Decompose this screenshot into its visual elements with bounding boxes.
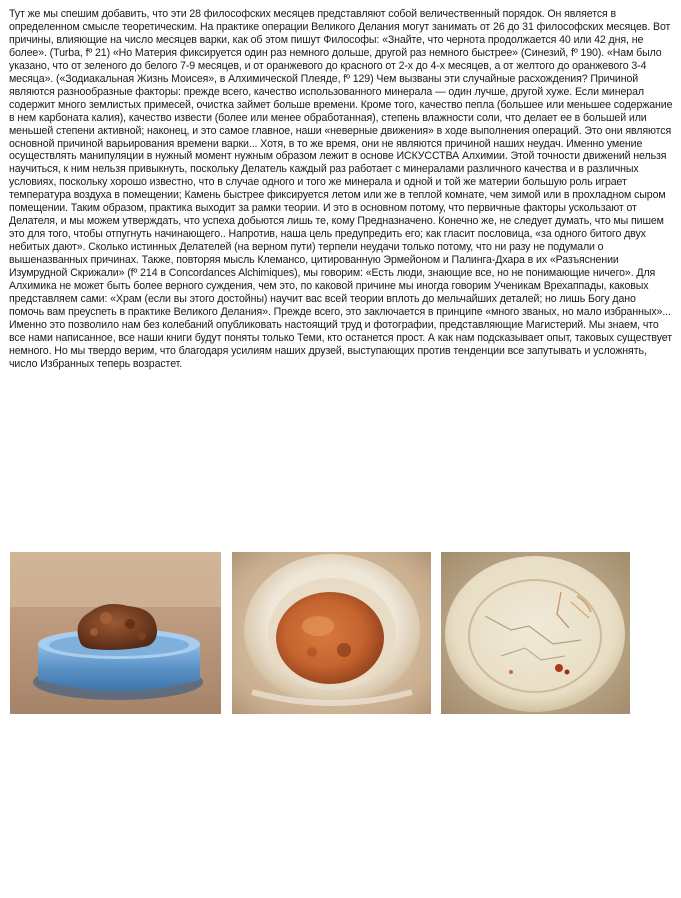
photo-cracked-white-bowl-image [441,552,630,714]
photo-cracked-white-bowl [441,552,630,714]
body-text [9,8,673,371]
photo-orange-residue-in-jar-image [232,552,431,714]
paragraph: Тут же мы спешим добавить, что эти 28 философских месяцев представляют собой величественный порядок. Он является в определенном смысле теоретическим. На практике операции Великого Делания могут занимать от 26 до 31 философских месяцев. Вот причины, влияющие на число месяцев варки, как об этом пишут Философы: «Знайте, что чернота продолжается 40 или 42 дня, не более». (Turba, fº 21) «Но Материя фиксируется один раз немного дольше, другой раз немного быстрее» (Синезий, fº 190). «Нам было указано, что от зеленого до белого 7-9 месяцев, и от оранжевого до красного от 2-х до 4-х месяцев, а от желтого до оранжевого 3-4 месяца». («Зодиакальная Жизнь Моисея», в Алхимической Плеяде, fº 129) Чем вызваны эти случайные расхождения? Причиной являются разнообразные факторы: прежде всего, качество использованного минерала — один лучше, другой хуже. Если минерал содержит много землистых примесей, очистка займет больше времени. Кроме того, качество пепла (большее или меньшее содержание в нем карбоната калия), качество извести (более или менее обработанная), степень влажности соли, что делает ее в большей или меньшей степени активной; наконец, и это самое главное, наши «неверные движения» в ходе выполнения операций. Это они являются основной причиной варьирования времени варки... Хотя, в то же время, они не являются причиной наших неудач. Именно умение осуществлять манипуляции в нужный момент нужным образом лежит в основе ИСКУССТВА Алхимии. Этой точности движений нельзя научиться, к ним нельзя привыкнуть, поскольку Делатель каждый раз работает с минералами различного качества и в различных условиях, поскольку хорошо известно, что в случае одного и того же минерала и одной и той же материи большую роль играет температура воздуха в помещении; Камень быстрее фиксируется летом или же в теплой комнате, чем зимой или в прохладном сыром помещении. Таким образом, практика выходит за рамки теории. И это в основном потому, что первичные факторы ускользают от Делателя, и мы можем утверждать, что успеха добьются лишь те, кому Предназначено. Конечно же, не следует думать, что мы пишем это для того, чтобы отпугнуть начинающего.. Напротив, наша цель предупредить его; как гласит пословица, «за одного битого двух небитых дают». Сколько истинных Делателей (на верном пути) терпели неудачи только потому, что ни разу не подумали о вышеназванных причинах. Также, повторяя мысль Клемансо, цитированную Эрмейоном и Палинга-Дхара в их «Разъяснении Изумрудной Скрижали» (fº 214 в Concordances Alchimiques), мы говорим: «Есть люди, знающие все, но не понимающие ничего». Для Алхимика не может быть более верного суждения, чем это, по каковой причине мы иногда говорим Ученикам Врехаппады, каковых представляем сами: «Храм (если вы этого достойны) научит вас всей теории вплоть до мельчайших деталей; но лишь Богу дано помочь вам преуспеть в практике Великого Делания». Прежде всего, это заключается в принципе «много званых, но мало избранных»... Именно это позволило нам без колебаний опубликовать настоящий труд и фотографии, представляющие Магистерий. Мы знаем, что все нами написанное, все наши книги будут поняты только Теми, кто останется прост. А как нам подсказывает опыт, таковых существует немного. Но мы твердо верим, что благодаря усилиям наших друзей, выступающих против тенденции все запутывать и усложнять, число Избранных теперь возрастет. [9,8,673,370]
photo-cake-in-blue-dish [10,552,221,714]
photo-strip [10,552,630,714]
photo-cake-in-blue-dish-image [10,552,221,714]
photo-orange-residue-in-jar [232,552,431,714]
